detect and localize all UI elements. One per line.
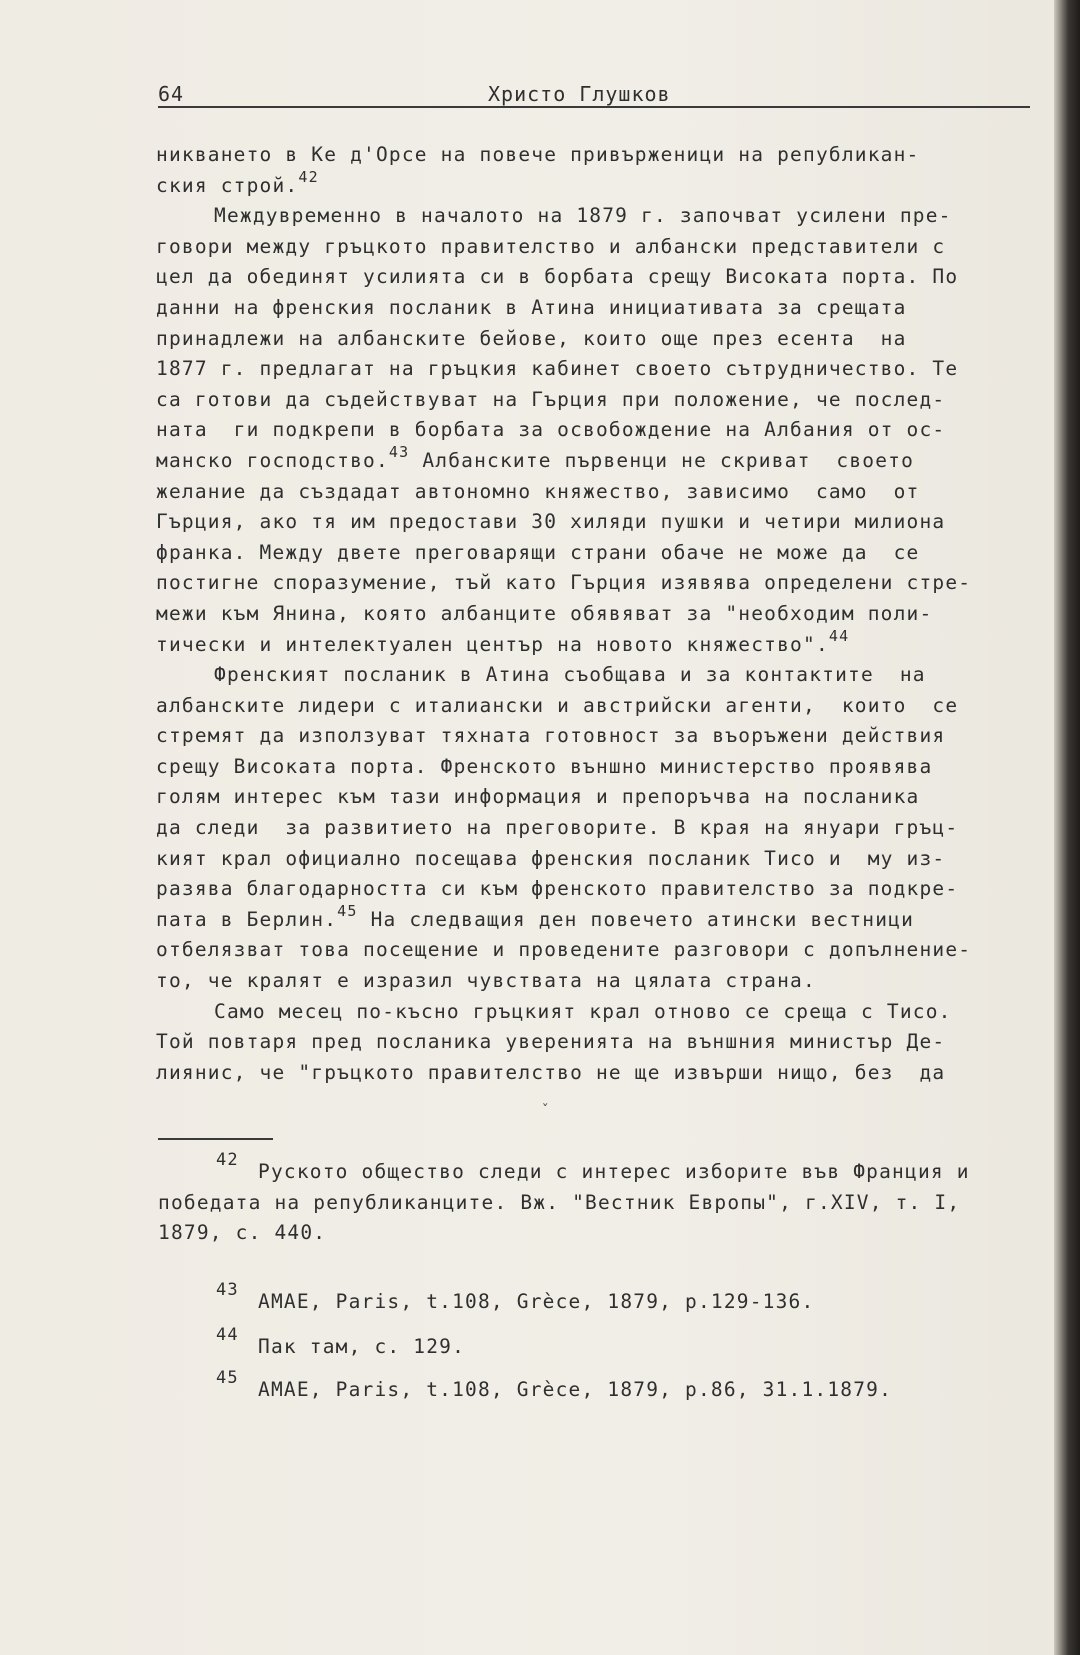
- line-text: Той повтаря пред посланика уверенията на външния министър Де-: [156, 1030, 946, 1054]
- text-line: [156, 902, 1036, 936]
- text-line: [156, 324, 1036, 355]
- text-line: [156, 599, 1036, 630]
- line-text: никването в Ке д'Орсе на повече привърженици на републикан-: [156, 143, 920, 166]
- line-text: Само месец по-късно гръцкият крал отново се среща с Тисо.: [214, 999, 952, 1023]
- line-text: голям интерес към тази информация и препоръчва на посланика: [156, 785, 920, 809]
- text-line: [156, 232, 1036, 263]
- line-text: тически и интелектуален център на новото княжество".: [156, 632, 829, 656]
- line-text: срещу Високата порта. Френското външно министерство проявява: [156, 754, 933, 778]
- line-text: франка. Между двете преговарящи страни обаче не може да се: [156, 540, 920, 564]
- header-rule: [158, 106, 1030, 108]
- footnote-number: 44: [216, 1325, 239, 1345]
- page-binding-edge: [1054, 0, 1080, 1655]
- footnote-text: Руското общество следи с интерес изборите във Франция и: [258, 1160, 970, 1183]
- footnote-reference: 42: [298, 168, 319, 187]
- line-text: ския строй.: [156, 173, 299, 197]
- footnote-reference: 44: [828, 627, 850, 645]
- text-line: [156, 813, 1036, 844]
- line-text: Гърция, ако тя им предостави 30 хиляди пушки и четири милиона: [156, 510, 946, 534]
- page-number: 64: [158, 82, 185, 106]
- text-line: [156, 415, 1036, 446]
- line-text: принадлежи на албанските бейове, които още през есента на: [156, 326, 907, 350]
- line-text: Френският посланик в Атина съобщава и за контактите на: [214, 663, 926, 687]
- line-text: кият крал официално посещава френския посланик Тисо и му из-: [156, 846, 946, 870]
- text-line: [156, 874, 1036, 905]
- text-line: [156, 691, 1036, 722]
- text-line: [156, 140, 1036, 171]
- text-line: [156, 627, 1036, 661]
- line-text: пата в Берлин.: [156, 907, 338, 931]
- footnote-text: победата на републиканците. Вж. "Вестник Европы", г.XIV, т. I,: [158, 1190, 961, 1214]
- footnote-reference: 45: [337, 902, 358, 921]
- footnote-number: 43: [216, 1280, 239, 1300]
- page-header: [158, 82, 1028, 106]
- line-text-continued: Албанските първенци не скриват своето: [409, 448, 915, 472]
- line-text: разява благодарността си към френското правителство за подкре-: [156, 877, 959, 901]
- text-line: [156, 201, 1036, 232]
- text-line: [156, 721, 1036, 752]
- footnote-text: AMAE, Paris, t.108, Grèce, 1879, p.86, 31.1.1879.: [258, 1378, 893, 1401]
- footnote-separator: [158, 1138, 273, 1140]
- line-text: межи към Янина, която албанците обявяват за "необходим поли-: [156, 601, 933, 625]
- line-text: отбелязват това посещение и проведените разговори с допълнение-: [156, 938, 972, 962]
- text-line: [156, 997, 1036, 1028]
- page-mark: ˇ: [541, 1103, 550, 1119]
- footnote-text: AMAE, Paris, t.108, Grèce, 1879, p.129-136.: [258, 1290, 815, 1313]
- text-line: [156, 660, 1036, 691]
- footnote-text: 1879, с. 440.: [158, 1221, 327, 1244]
- line-text: да следи за развитието на преговорите. В края на януари гръц-: [156, 816, 959, 840]
- text-line: [156, 966, 1036, 997]
- text-line: [156, 568, 1036, 599]
- running-title: Христо Глушков: [488, 82, 671, 106]
- line-text: то, че кралят е изразил чувствата на цялата страна.: [156, 969, 816, 993]
- text-line: [156, 752, 1036, 783]
- line-text: манско господство.: [156, 448, 389, 472]
- footnote-number: 42: [216, 1150, 239, 1170]
- text-line: [156, 293, 1036, 324]
- text-line: [156, 1027, 1036, 1058]
- line-text: стремят да използуват тяхната готовност за въоръжени действия: [156, 724, 946, 748]
- text-line: [156, 1058, 1036, 1089]
- text-line: [156, 538, 1036, 569]
- line-text: са готови да съдействуват на Гърция при положение, че послед-: [156, 387, 946, 411]
- text-line: [156, 782, 1036, 813]
- line-text: ната ги подкрепи в борбата за освобождение на Албания от ос-: [156, 418, 946, 442]
- footnote-text: Пак там, с. 129.: [258, 1335, 466, 1358]
- text-line: [156, 354, 1036, 385]
- text-line: [156, 385, 1036, 416]
- line-text: 1877 г. предлагат на гръцкия кабинет своето сътрудничество. Те: [156, 357, 959, 381]
- text-line: [156, 262, 1036, 293]
- text-line: [156, 507, 1036, 538]
- line-text: говори между гръцкото правителство и албански представители с: [156, 234, 946, 258]
- line-text: данни на френския посланик в Атина инициативата за срещата: [156, 295, 907, 319]
- line-text: желание да създадат автономно княжество, зависимо само от: [156, 479, 920, 503]
- line-text: лиянис, че "гръцкото правителство не ще извърши нищо, без да: [156, 1060, 946, 1084]
- line-text: Междувременно в началото на 1879 г. започват усилени пре-: [214, 204, 952, 228]
- text-line: [156, 844, 1036, 875]
- text-line: [156, 443, 1036, 477]
- footnote-reference: 43: [388, 443, 410, 462]
- line-text: постигне споразумение, тъй като Гърция изявява определени стре-: [156, 571, 972, 595]
- text-line: [156, 168, 1036, 202]
- line-text: цел да обединят усилията си в борбата срещу Високата порта. По: [156, 265, 959, 289]
- text-line: [156, 477, 1036, 508]
- line-text: албанските лидери с италиански и австрийски агенти, които се: [156, 693, 959, 717]
- line-text-continued: На следващия ден повечето атински вестници: [357, 907, 915, 931]
- footnote-number: 45: [216, 1368, 239, 1388]
- body-text: [156, 140, 1036, 1088]
- text-line: [156, 935, 1036, 966]
